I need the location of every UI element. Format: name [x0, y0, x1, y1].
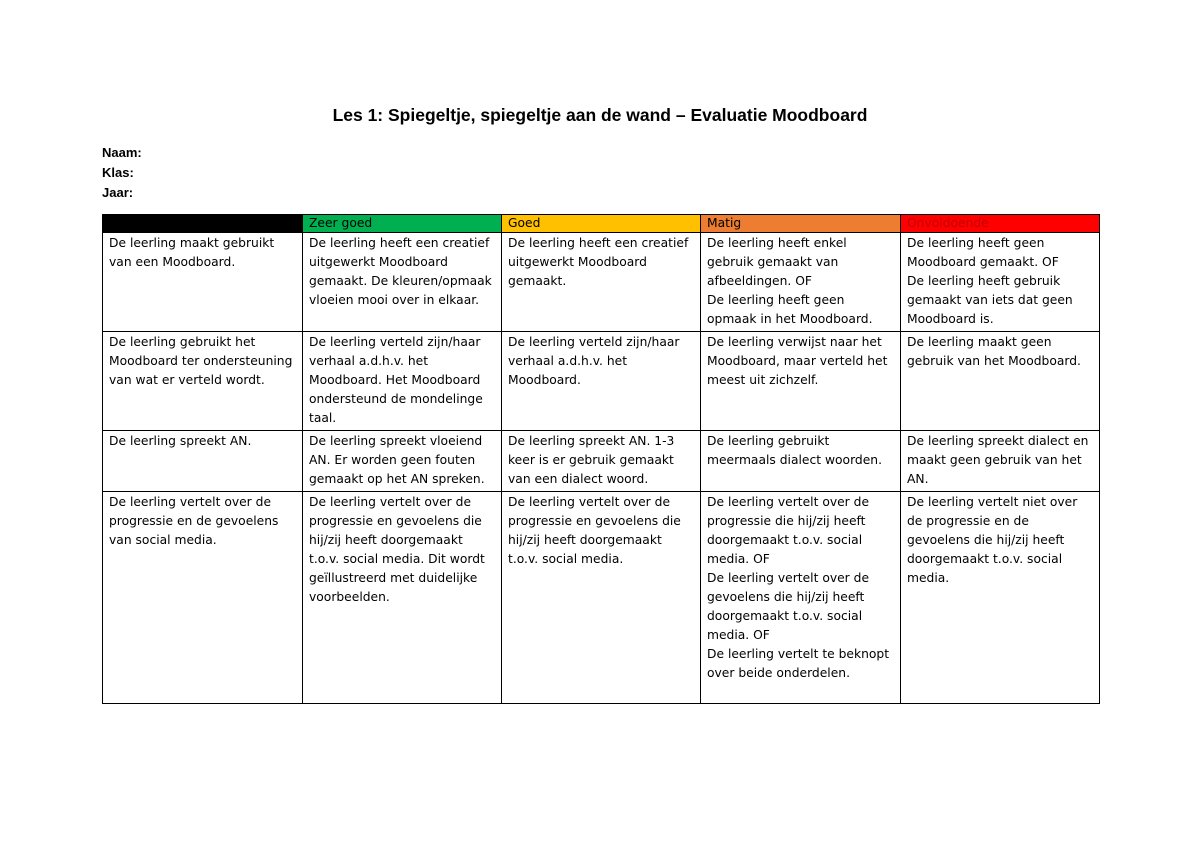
criterion-cell: De leerling vertelt over de progressie en de gevoelens van social media. [103, 492, 303, 704]
rubric-header-row [103, 215, 1100, 233]
onvoldoende-cell: De leerling heeft geen Moodboard gemaakt. OF De leerling heeft gebruik gemaakt van iets dat geen Moodboard is. [901, 233, 1100, 332]
goed-cell: De leerling heeft een creatief uitgewerkt Moodboard gemaakt. [502, 233, 701, 332]
naam-label: Naam: [102, 145, 142, 160]
header-matig: Matig [701, 215, 901, 233]
onvoldoende-cell: De leerling spreekt dialect en maakt geen gebruik van het AN. [901, 431, 1100, 492]
zeer-goed-cell: De leerling vertelt over de progressie en gevoelens die hij/zij heeft doorgemaakt t.o.v. social media. Dit wordt geïllustreerd met duidelijke voorbeelden. [303, 492, 502, 704]
header-goed: Goed [502, 215, 701, 233]
klas-label: Klas: [102, 165, 134, 180]
table-row [103, 332, 1100, 431]
header-zeer-goed: Zeer goed [303, 215, 502, 233]
onvoldoende-cell: De leerling vertelt niet over de progressie en de gevoelens die hij/zij heeft doorgemaakt t.o.v. social media. [901, 492, 1100, 704]
table-row [103, 431, 1100, 492]
criterion-cell: De leerling spreekt AN. [103, 431, 303, 492]
header-criterion [103, 215, 303, 233]
matig-cell: De leerling verwijst naar het Moodboard, maar verteld het meest uit zichzelf. [701, 332, 901, 431]
criterion-cell: De leerling maakt gebruikt van een Moodboard. [103, 233, 303, 332]
zeer-goed-cell: De leerling spreekt vloeiend AN. Er worden geen fouten gemaakt op het AN spreken. [303, 431, 502, 492]
zeer-goed-cell: De leerling verteld zijn/haar verhaal a.d.h.v. het Moodboard. Het Moodboard ondersteund de mondelinge taal. [303, 332, 502, 431]
header-onvoldoende: Onvoldoende [901, 215, 1100, 233]
onvoldoende-cell: De leerling maakt geen gebruik van het Moodboard. [901, 332, 1100, 431]
matig-cell: De leerling heeft enkel gebruik gemaakt van afbeeldingen. OF De leerling heeft geen opmaak in het Moodboard. [701, 233, 901, 332]
goed-cell: De leerling verteld zijn/haar verhaal a.d.h.v. het Moodboard. [502, 332, 701, 431]
criterion-cell: De leerling gebruikt het Moodboard ter ondersteuning van wat er verteld wordt. [103, 332, 303, 431]
goed-cell: De leerling vertelt over de progressie en gevoelens die hij/zij heeft doorgemaakt t.o.v. social media. [502, 492, 701, 704]
matig-cell: De leerling vertelt over de progressie die hij/zij heeft doorgemaakt t.o.v. social media. OF De leerling vertelt over de gevoelens die hij/zij heeft doorgemaakt t.o.v. social media. OF De leerling vertelt te beknopt over beide onderdelen. [701, 492, 901, 704]
table-row [103, 492, 1100, 704]
page-title: Les 1: Spiegeltje, spiegeltje aan de wand – Evaluatie Moodboard [332, 105, 868, 125]
matig-cell: De leerling gebruikt meermaals dialect woorden. [701, 431, 901, 492]
jaar-label: Jaar: [102, 185, 134, 200]
student-info [102, 143, 142, 203]
evaluation-rubric-table [102, 214, 1100, 704]
goed-cell: De leerling spreekt AN. 1-3 keer is er gebruik gemaakt van een dialect woord. [502, 431, 701, 492]
zeer-goed-cell: De leerling heeft een creatief uitgewerkt Moodboard gemaakt. De kleuren/opmaak vloeien mooi over in elkaar. [303, 233, 502, 332]
table-row [103, 233, 1100, 332]
